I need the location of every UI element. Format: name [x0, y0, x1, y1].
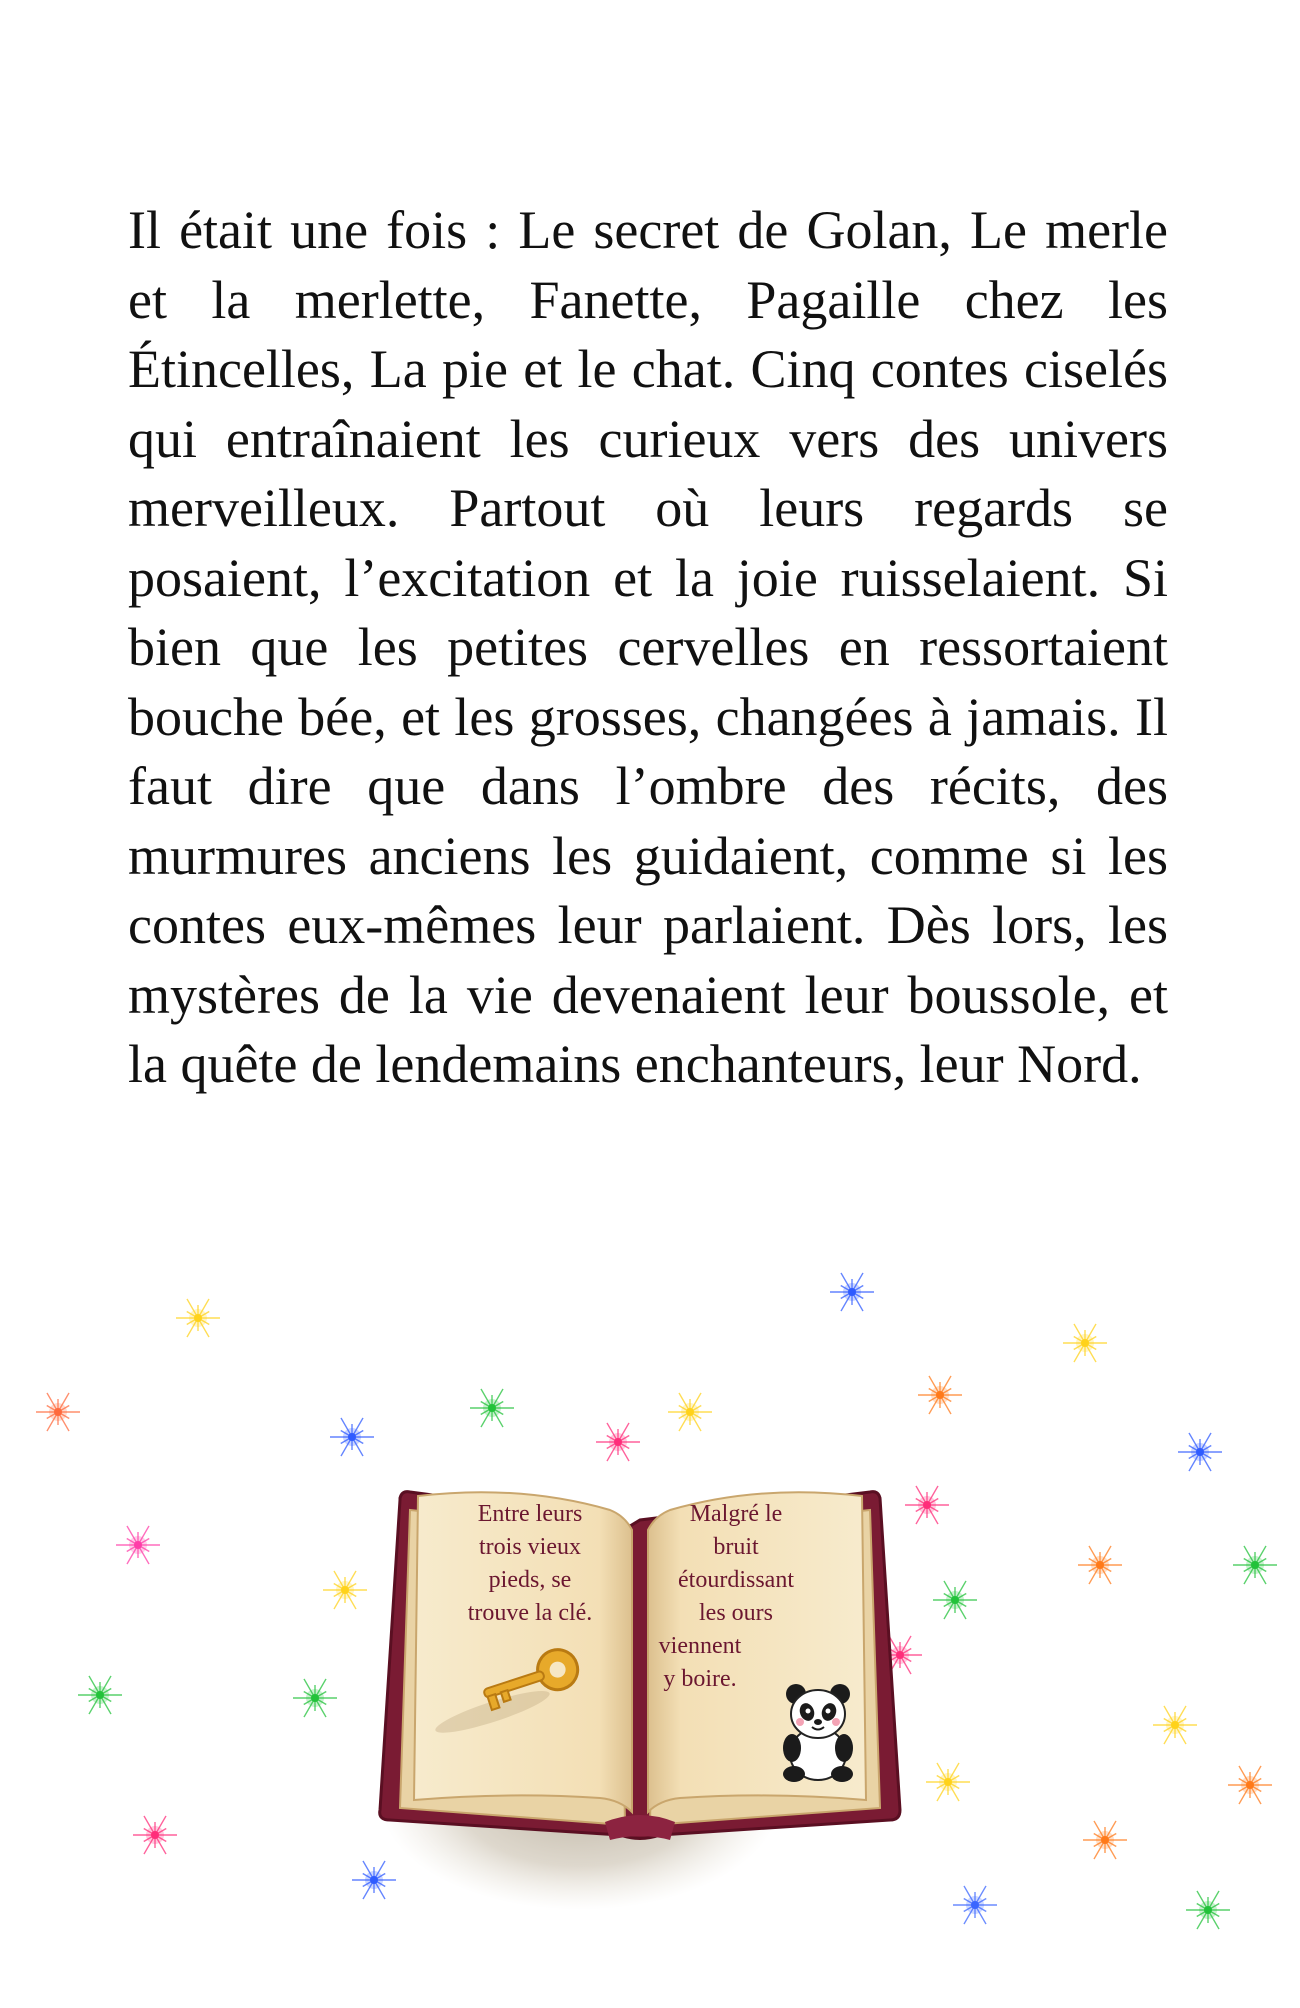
sparkle: [926, 1763, 970, 1801]
sparkle: [668, 1393, 712, 1431]
right-page-line: bruit: [713, 1534, 759, 1560]
right-page-text-continued: [640, 1630, 760, 1696]
story-paragraph: Il était une fois : Le secret de Golan, Le merle et la merlette, Fanette, Pagaille chez les Étincelles, La pie et le chat. Cinq contes ciselés qui entraînaient les curieux vers des univers merveilleux. Partout où leurs regards se posaient, l’excitation et la joie ruisselaient. Si bien que les petites cervelles en ressortaient bouche bée, et les grosses, changées à jamais. Il faut dire que dans l’ombre des récits, des murmures anciens les guidaient, comme si les contes eux-mêmes leur parlaient. Dès lors, les mystères de la vie devenaient leur boussole, et la quête de lendemains enchanteurs, leur Nord.: [128, 200, 1168, 1094]
sparkle: [330, 1418, 374, 1456]
sparkle: [830, 1273, 874, 1311]
left-page-line: trois vieux: [479, 1534, 581, 1560]
sparkle: [905, 1486, 949, 1524]
left-page-text: [442, 1498, 618, 1630]
sparkle: [78, 1676, 122, 1714]
sparkle: [1233, 1546, 1277, 1584]
right-page-text: [660, 1498, 812, 1630]
sparkle: [1083, 1821, 1127, 1859]
sparkle: [918, 1376, 962, 1414]
sparkle: [470, 1389, 514, 1427]
sparkle: [176, 1299, 220, 1337]
left-page-line: pieds, se: [488, 1567, 572, 1593]
sparkle: [933, 1581, 977, 1619]
right-page-line: y boire.: [663, 1666, 737, 1692]
sparkle: [1186, 1891, 1230, 1929]
sparkle: [1078, 1546, 1122, 1584]
right-page-line: étourdissant: [678, 1567, 794, 1593]
left-page-line: Entre leurs: [477, 1501, 583, 1527]
sparkle: [953, 1886, 997, 1924]
left-page-line: trouve la clé.: [467, 1600, 593, 1626]
sparkle: [116, 1526, 160, 1564]
sparkle: [323, 1571, 367, 1609]
sparkle: [1153, 1706, 1197, 1744]
right-page-line: les ours: [699, 1600, 773, 1626]
sparkle: [1178, 1433, 1222, 1471]
sparkle: [1063, 1324, 1107, 1362]
sparkle: [36, 1393, 80, 1431]
sparkle: [293, 1679, 337, 1717]
right-page-line: viennent: [658, 1633, 742, 1659]
sparkle: [133, 1816, 177, 1854]
right-page-line: Malgré le: [689, 1501, 783, 1527]
sparkle: [1228, 1766, 1272, 1804]
